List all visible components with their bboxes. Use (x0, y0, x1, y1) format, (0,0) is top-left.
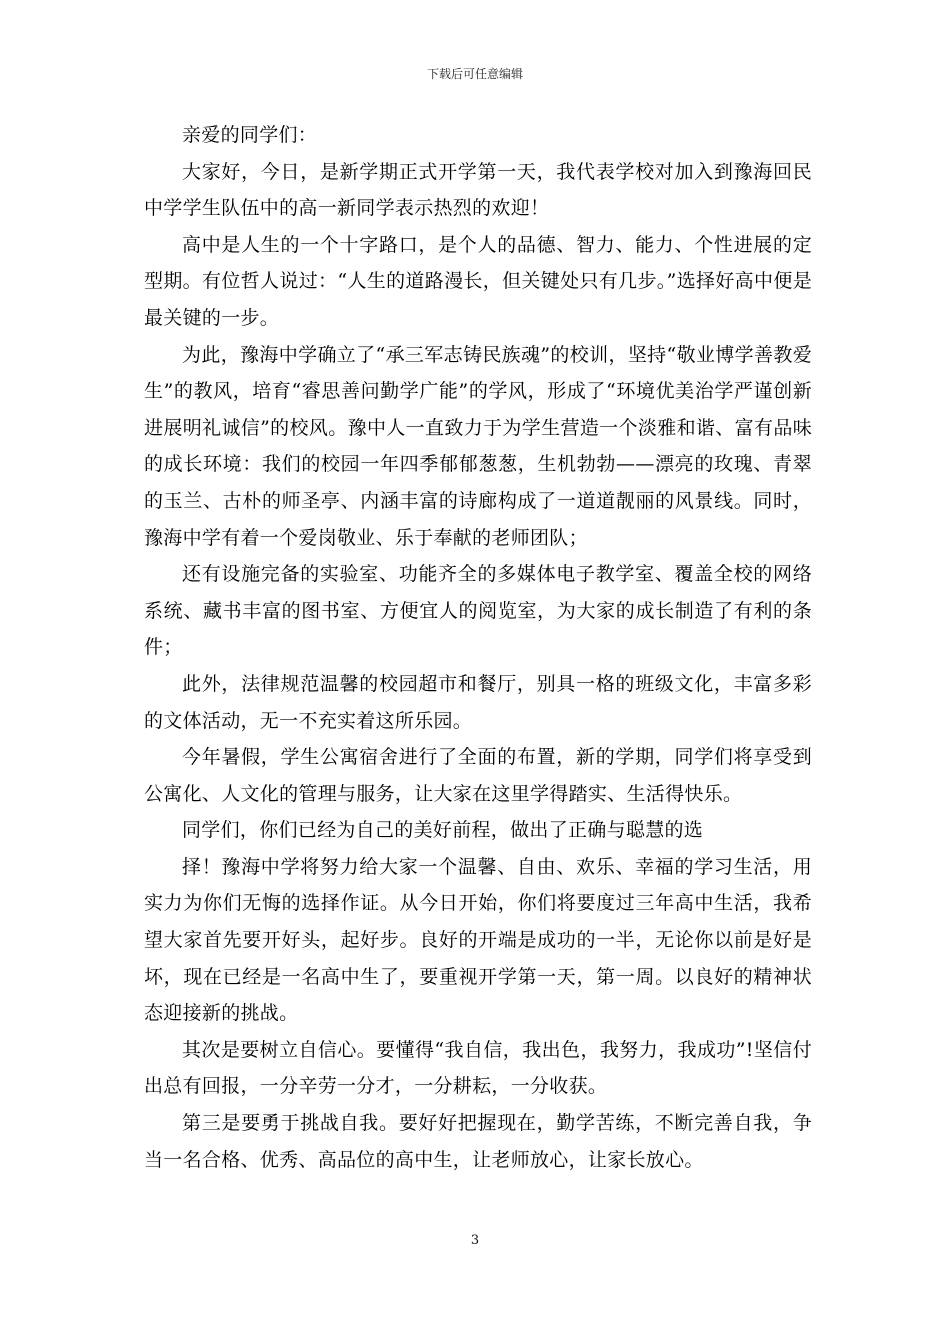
paragraph-welcome: 大家好，今日，是新学期正式开学第一天，我代表学校对加入到豫海回民中学学生队伍中的高一新同学表示热烈的欢迎！ (144, 160, 812, 220)
paragraph-dormitory: 今年暑假，学生公寓宿舍进行了全面的布置，新的学期，同学们将享受到公寓化、人文化的管理与服务，让大家在这里学得踏实、生活得快乐。 (144, 746, 812, 805)
paragraph-campus-life: 此外，法律规范温馨的校园超市和餐厅，别具一格的班级文化，丰富多彩的文体活动，无一不充实着这所乐园。 (144, 672, 812, 732)
paragraph-challenge: 第三是要勇于挑战自我。要好好把握现在，勤学苦练，不断完善自我，争当一名合格、优秀、高品位的高中生，让老师放心，让家长放心。 (144, 1112, 812, 1171)
paragraph-choice: 同学们，你们已经为自己的美好前程，做出了正确与聪慧的选 (182, 819, 704, 842)
header-note: 下载后可任意编辑 (426, 67, 523, 81)
paragraph-high-school: 高中是人生的一个十字路口，是个人的品德、智力、能力、个性进展的定型期。有位哲人说过：“人生的道路漫长，但关键处只有几步。”选择好高中便是最关键的一步。 (144, 233, 812, 329)
paragraph-salutation: 亲爱的同学们： (182, 124, 318, 146)
paragraph-good-start: 择！豫海中学将努力给大家一个温馨、自由、欢乐、幸福的学习生活，用实力为你们无悔的选择作证。从今日开始，你们将要度过三年高中生活，我希望大家首先要开好头，起好步。良好的开端是成功的一半，无论你以前是好是坏，现在已经是一名高中生了，要重视开学第一天，第一周。以良好的精神状态迎接新的挑战。 (144, 855, 812, 1025)
paragraph-confidence: 其次是要树立自信心。要懂得“我自信，我出色，我努力，我成功”!坚信付出总有回报，一分辛劳一分才，一分耕耘，一分收获。 (144, 1038, 812, 1098)
page-number: 3 (470, 1233, 480, 1248)
paragraph-facilities: 还有设施完备的实验室、功能齐全的多媒体电子教学室、覆盖全校的网络系统、藏书丰富的图书室、方便宜人的阅览室，为大家的成长制造了有利的条件； (144, 563, 812, 659)
paragraph-school-motto: 为此，豫海中学确立了“承三军志铸民族魂”的校训，坚持“敬业博学善教爱生”的教风，培育“睿思善问勤学广能”的学风，形成了“环境优美治学严谨创新进展明礼诚信”的校风。豫中人一直致力于为学生营造一个淡雅和谐、富有品味的成长环境：我们的校园一年四季郁郁葱葱，生机勃勃——漂亮的玫瑰、青翠的玉兰、古朴的师圣亭、内涵丰富的诗廊构成了一道道靓丽的风景线。同时，豫海中学有着一个爱岗敬业、乐于奉献的老师团队； (144, 343, 812, 549)
document-body (144, 117, 812, 1178)
